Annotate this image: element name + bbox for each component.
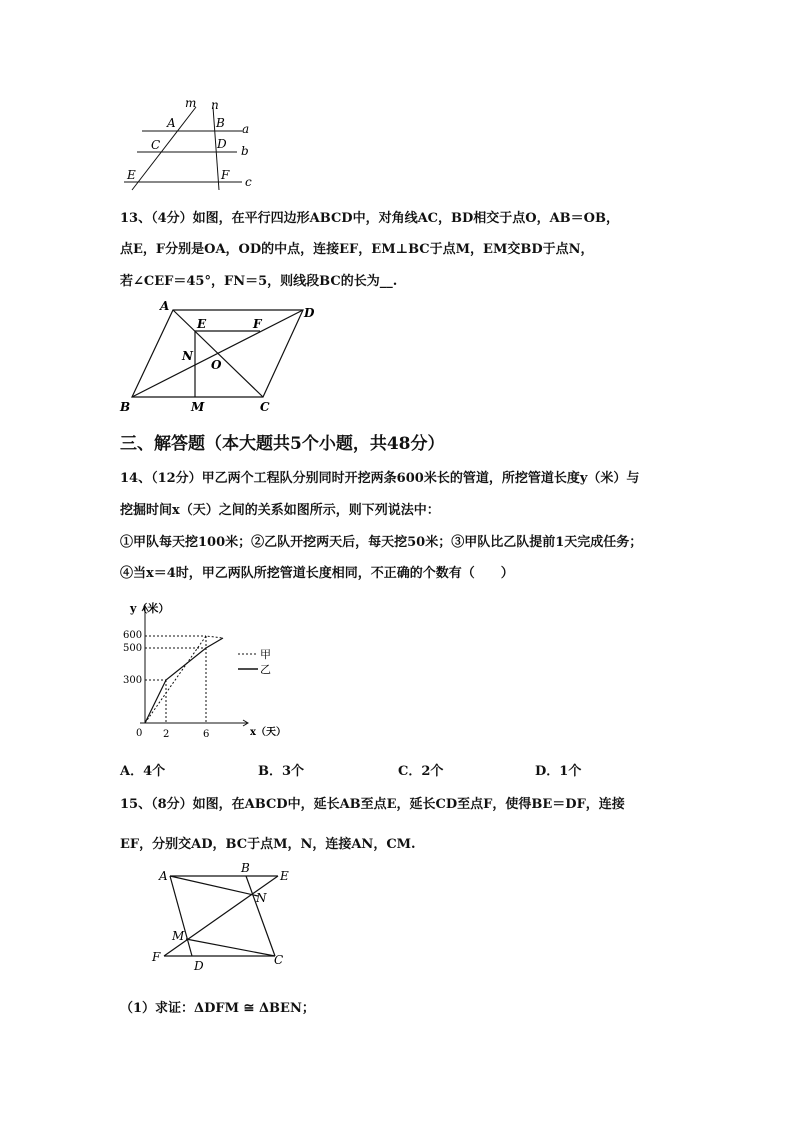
legend-jia-label: 甲 [260, 648, 271, 661]
option-b[interactable]: B．3个 [258, 764, 305, 779]
series-yi [145, 638, 223, 723]
label-C: C [151, 138, 161, 152]
xtick-2: 2 [163, 729, 170, 740]
label-m: m [185, 96, 197, 110]
ytick-300: 300 [123, 675, 143, 686]
parallel-lines-figure [115, 95, 275, 195]
q13-line1: 13、（4分）如图，在平行四边形ABCD中，对角线AC，BD相交于点O，AB＝OB， [120, 211, 619, 226]
ytick-600: 600 [123, 630, 143, 641]
series-jia [145, 636, 223, 723]
label-E: E [197, 317, 207, 331]
q14-line4: ④当x＝4时，甲乙两队所挖管道长度相同，不正确的个数有（ ） [120, 566, 514, 581]
label-B: B [241, 861, 250, 875]
label-A: A [159, 869, 168, 883]
label-B: B [120, 400, 131, 414]
parallelogram-abcd-figure [110, 297, 330, 417]
label-D: D [194, 959, 204, 973]
label-E: E [280, 869, 289, 883]
label-c: c [245, 175, 252, 189]
q14-line2: 挖掘时间x（天）之间的关系如图所示，则下列说法中： [120, 503, 440, 518]
label-A: A [167, 116, 176, 130]
y-axis-label: y（米） [130, 602, 170, 615]
label-A: A [160, 299, 170, 313]
x-axis-label: x（天） [250, 727, 286, 738]
label-C: C [274, 953, 284, 967]
q15-sub1: （1）求证：ΔDFM ≅ ΔBEN； [120, 1001, 315, 1016]
label-E: E [127, 168, 136, 182]
label-F: F [253, 317, 262, 331]
label-F: F [152, 950, 161, 964]
q13-line2: 点E，F分别是OA，OD的中点，连接EF，EM⊥BC于点M，EM交BD于点N， [120, 242, 594, 257]
q15-line2: EF，分别交AD，BC于点M，N，连接AN，CM. [120, 837, 416, 852]
segment-an [170, 876, 258, 896]
label-B: B [216, 116, 225, 130]
label-n: n [211, 98, 219, 112]
label-N: N [182, 349, 193, 363]
q13-line3: 若∠CEF＝45°，FN＝5，则线段BC的长为__. [120, 274, 398, 289]
line-m [132, 107, 196, 190]
option-d[interactable]: D．1个 [535, 764, 582, 779]
legend-yi-label: 乙 [260, 663, 271, 676]
option-c[interactable]: C．2个 [398, 764, 444, 779]
q15-line1: 15、（8分）如图，在ABCD中，延长AB至点E，延长CD至点F，使得BE＝DF，连接 [120, 797, 625, 812]
ytick-500: 500 [123, 643, 143, 654]
section-title: 三、解答题（本大题共5个小题，共48分） [120, 434, 445, 454]
option-a[interactable]: A．4个 [120, 764, 166, 779]
origin-label: 0 [136, 728, 143, 739]
label-C: C [260, 400, 270, 414]
parallelogram-extension-figure [150, 860, 300, 975]
label-b: b [241, 144, 249, 158]
label-a: a [242, 122, 250, 136]
label-M: M [191, 400, 205, 414]
label-D: D [304, 306, 315, 320]
label-N: N [256, 891, 267, 905]
q14-line1: 14、（12分）甲乙两个工程队分别同时开挖两条600米长的管道，所挖管道长度y（米）与 [120, 471, 640, 486]
xtick-6: 6 [203, 729, 210, 740]
label-D: D [217, 137, 227, 151]
q14-line3: ①甲队每天挖100米；②乙队开挖两天后，每天挖50米；③甲队比乙队提前1天完成任务； [120, 535, 643, 550]
segment-cm [186, 939, 275, 956]
label-F: F [221, 168, 230, 182]
excavation-chart [118, 598, 293, 748]
diagonal-bd [132, 310, 303, 397]
label-O: O [211, 358, 222, 372]
label-M: M [172, 929, 185, 943]
